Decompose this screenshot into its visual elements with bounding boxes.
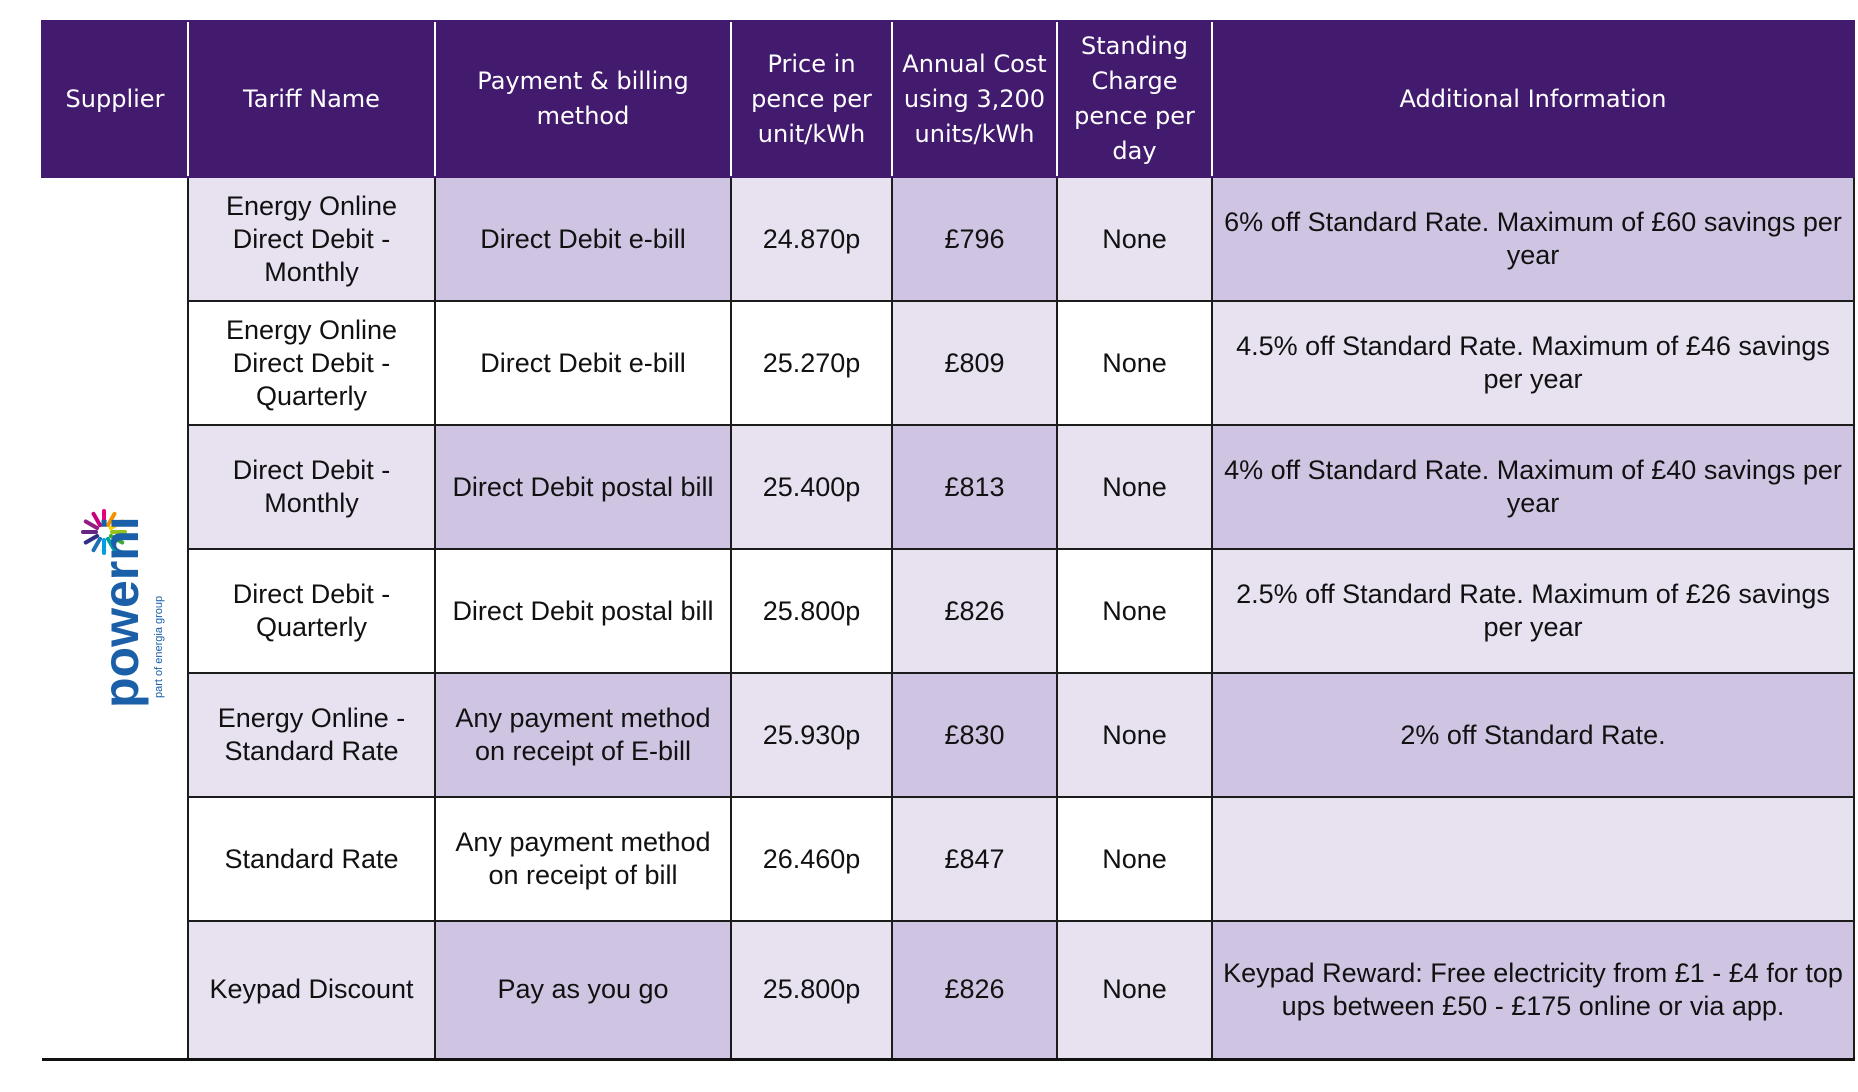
price-cell: 25.400p <box>731 425 892 549</box>
table-row <box>42 797 1854 921</box>
additional-info-cell: 2% off Standard Rate. <box>1212 673 1854 797</box>
header-payment-method: Payment & billing method <box>435 21 731 177</box>
tariff-table <box>41 20 1855 1061</box>
price-cell: 25.800p <box>731 921 892 1059</box>
payment-method-cell: Direct Debit e-bill <box>435 177 731 301</box>
price-cell: 25.800p <box>731 549 892 673</box>
standing-charge-cell: None <box>1057 921 1212 1059</box>
power-ni-logo <box>58 508 178 718</box>
table-header-row <box>42 21 1854 177</box>
header-standing-charge: Standing Charge pence per day <box>1057 21 1212 177</box>
header-supplier: Supplier <box>42 21 188 177</box>
tariff-name-cell: Energy Online Direct Debit - Quarterly <box>188 301 435 425</box>
tariff-name-cell: Standard Rate <box>188 797 435 921</box>
additional-info-cell <box>1212 797 1854 921</box>
table-row <box>42 921 1854 1059</box>
payment-method-cell: Any payment method on receipt of bill <box>435 797 731 921</box>
annual-cost-cell: £830 <box>892 673 1057 797</box>
supplier-cell <box>42 177 188 1059</box>
price-cell: 24.870p <box>731 177 892 301</box>
price-cell: 26.460p <box>731 797 892 921</box>
annual-cost-cell: £826 <box>892 921 1057 1059</box>
price-cell: 25.930p <box>731 673 892 797</box>
payment-method-cell: Any payment method on receipt of E-bill <box>435 673 731 797</box>
annual-cost-cell: £813 <box>892 425 1057 549</box>
payment-method-cell: Direct Debit postal bill <box>435 425 731 549</box>
tariff-name-cell: Keypad Discount <box>188 921 435 1059</box>
logo-wordmark: powerni <box>93 516 149 708</box>
payment-method-cell: Pay as you go <box>435 921 731 1059</box>
standing-charge-cell: None <box>1057 549 1212 673</box>
table-row <box>42 177 1854 301</box>
header-annual-cost: Annual Cost using 3,200 units/kWh <box>892 21 1057 177</box>
logo-subtext: part of energia group <box>153 595 165 698</box>
standing-charge-cell: None <box>1057 177 1212 301</box>
table-row <box>42 673 1854 797</box>
table-row <box>42 301 1854 425</box>
tariff-name-cell: Energy Online Direct Debit - Monthly <box>188 177 435 301</box>
additional-info-cell: 4.5% off Standard Rate. Maximum of £46 savings per year <box>1212 301 1854 425</box>
additional-info-cell: 2.5% off Standard Rate. Maximum of £26 savings per year <box>1212 549 1854 673</box>
tariff-name-cell: Direct Debit - Monthly <box>188 425 435 549</box>
additional-info-cell: 6% off Standard Rate. Maximum of £60 savings per year <box>1212 177 1854 301</box>
header-additional-info: Additional Information <box>1212 21 1854 177</box>
tariff-name-cell: Energy Online - Standard Rate <box>188 673 435 797</box>
table-row <box>42 549 1854 673</box>
additional-info-cell: 4% off Standard Rate. Maximum of £40 savings per year <box>1212 425 1854 549</box>
standing-charge-cell: None <box>1057 425 1212 549</box>
annual-cost-cell: £826 <box>892 549 1057 673</box>
annual-cost-cell: £847 <box>892 797 1057 921</box>
header-price-per-unit: Price in pence per unit/kWh <box>731 21 892 177</box>
price-cell: 25.270p <box>731 301 892 425</box>
standing-charge-cell: None <box>1057 301 1212 425</box>
annual-cost-cell: £796 <box>892 177 1057 301</box>
standing-charge-cell: None <box>1057 673 1212 797</box>
additional-info-cell: Keypad Reward: Free electricity from £1 - £4 for top ups between £50 - £175 online or via app. <box>1212 921 1854 1059</box>
standing-charge-cell: None <box>1057 797 1212 921</box>
table-row <box>42 425 1854 549</box>
tariff-name-cell: Direct Debit - Quarterly <box>188 549 435 673</box>
payment-method-cell: Direct Debit postal bill <box>435 549 731 673</box>
payment-method-cell: Direct Debit e-bill <box>435 301 731 425</box>
header-tariff-name: Tariff Name <box>188 21 435 177</box>
annual-cost-cell: £809 <box>892 301 1057 425</box>
